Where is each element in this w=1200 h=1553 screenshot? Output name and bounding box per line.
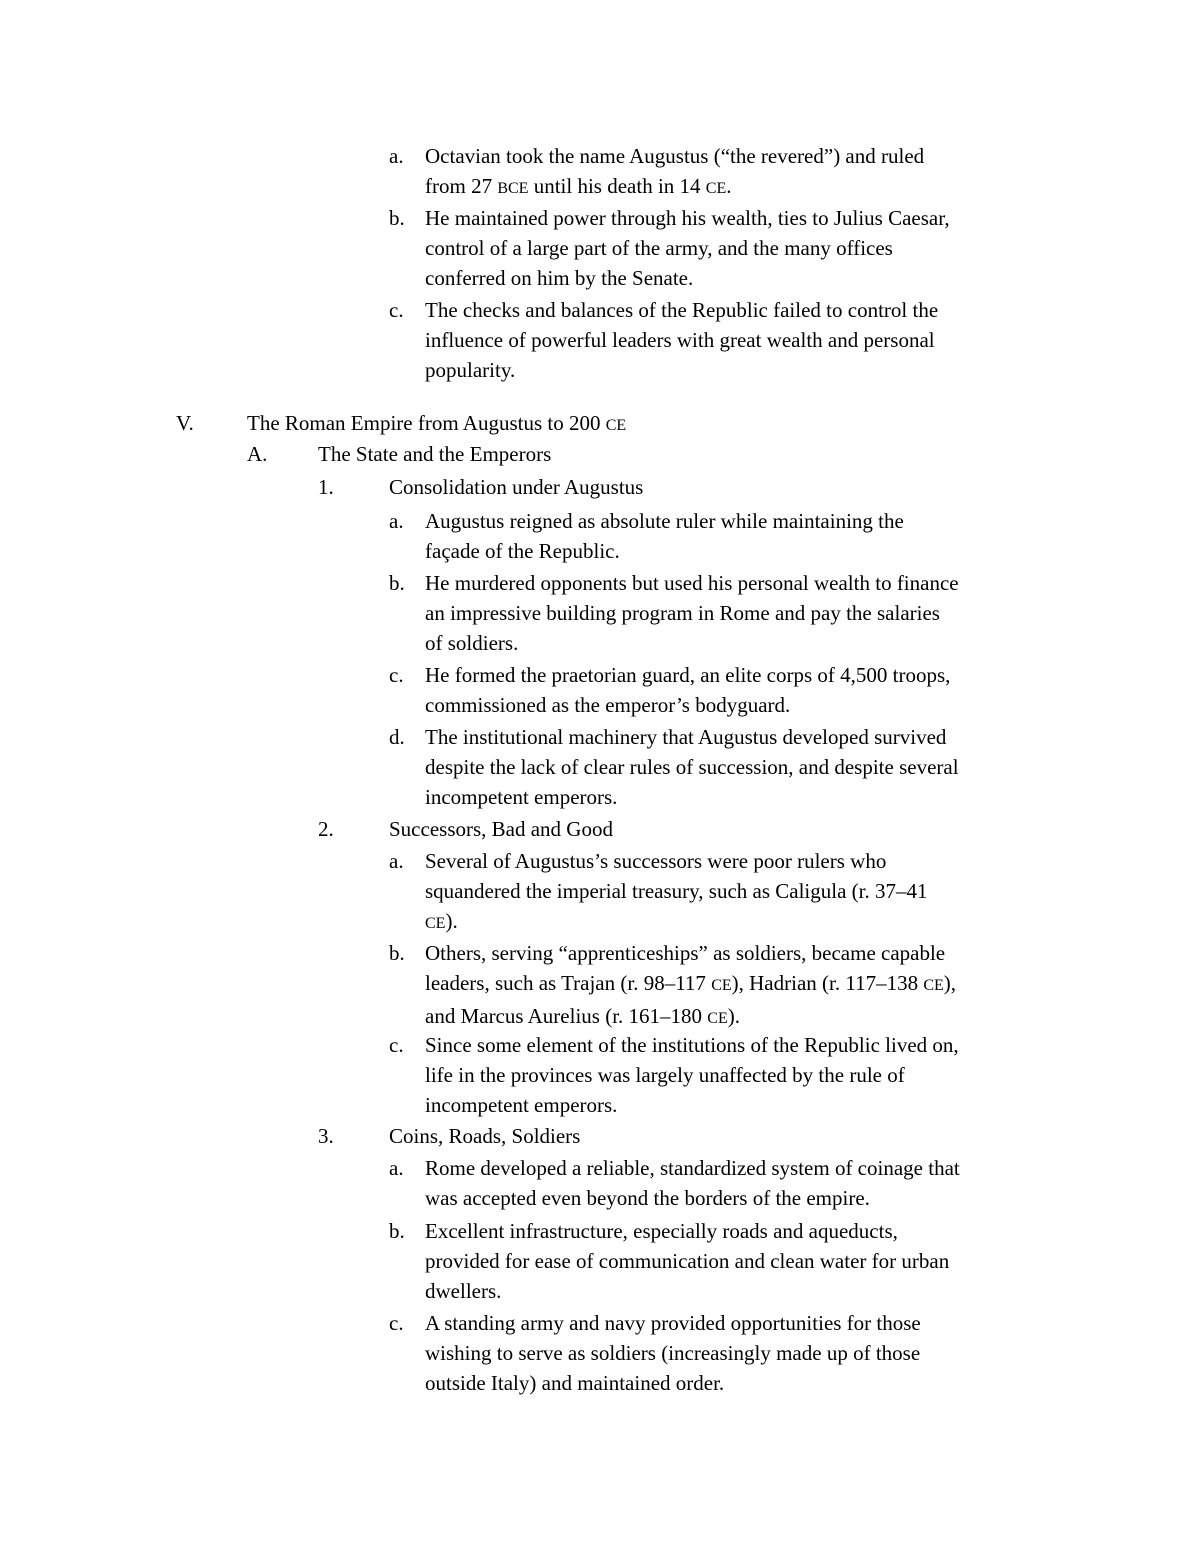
item-label: b. (389, 206, 405, 230)
item-line: Rome developed a reliable, standardized system of coinage that (425, 1156, 960, 1180)
section-title: The Roman Empire from Augustus to 200 CE (247, 411, 627, 435)
item-line: He maintained power through his wealth, ties to Julius Caesar, (425, 206, 950, 230)
item-line: A standing army and navy provided opportunities for those (425, 1311, 921, 1335)
item-line: Others, serving “apprenticeships” as soldiers, became capable (425, 941, 946, 965)
item-line: The checks and balances of the Republic failed to control the (425, 298, 939, 322)
item-line: incompetent emperors. (425, 1093, 618, 1117)
item-line: was accepted even beyond the borders of the empire. (425, 1186, 870, 1210)
outline-item (425, 203, 950, 293)
item-line: squandered the imperial treasury, such as Caligula (r. 37–41 (425, 879, 928, 903)
topic-label: 3. (318, 1124, 334, 1148)
outline-item (425, 722, 959, 812)
outline-item (425, 1153, 960, 1213)
item-line: influence of powerful leaders with great wealth and personal (425, 328, 935, 352)
topic-title: Coins, Roads, Soldiers (389, 1124, 581, 1148)
item-line: Excellent infrastructure, especially roads and aqueducts, (425, 1219, 898, 1243)
item-line: CE). (425, 909, 458, 933)
item-line: Octavian took the name Augustus (“the revered”) and ruled (425, 144, 925, 168)
item-line: conferred on him by the Senate. (425, 266, 694, 290)
item-label: b. (389, 571, 405, 595)
outline-item (425, 1216, 949, 1306)
topic-title: Successors, Bad and Good (389, 817, 613, 841)
item-label: c. (389, 298, 404, 322)
item-label: b. (389, 1219, 405, 1243)
item-label: a. (389, 849, 404, 873)
item-label: a. (389, 1156, 404, 1180)
item-label: a. (389, 509, 404, 533)
item-label: c. (389, 1311, 404, 1335)
outline-item (425, 660, 950, 720)
outline-item (425, 568, 959, 658)
item-line: control of a large part of the army, and the many offices (425, 236, 893, 260)
outline-item (425, 1030, 959, 1120)
item-line: provided for ease of communication and clean water for urban (425, 1249, 950, 1273)
outline-item (425, 846, 928, 939)
item-label: c. (389, 663, 404, 687)
item-line: commissioned as the emperor’s bodyguard. (425, 693, 791, 717)
item-line: Several of Augustus’s successors were poor rulers who (425, 849, 887, 873)
topic-label: 1. (318, 475, 334, 499)
item-line: Since some element of the institutions of the Republic lived on, (425, 1033, 959, 1057)
outline-item (425, 295, 938, 385)
item-label: b. (389, 941, 405, 965)
item-line: Augustus reigned as absolute ruler while maintaining the (425, 509, 904, 533)
item-line: wishing to serve as soldiers (increasingly made up of those (425, 1341, 921, 1365)
subsection-title: The State and the Emperors (318, 442, 552, 466)
outline-item (425, 141, 924, 204)
item-label: c. (389, 1033, 404, 1057)
outline-item (425, 506, 904, 566)
item-line: and Marcus Aurelius (r. 161–180 CE). (425, 1004, 740, 1028)
item-label: d. (389, 725, 405, 749)
outline-item (425, 938, 956, 1034)
item-line: of soldiers. (425, 631, 519, 655)
outline-item (425, 1308, 921, 1398)
item-line: The institutional machinery that Augustus developed survived (425, 725, 947, 749)
item-line: incompetent emperors. (425, 785, 618, 809)
item-line: from 27 BCE until his death in 14 CE. (425, 174, 732, 198)
section-label: V. (176, 411, 194, 435)
subsection-label: A. (247, 442, 268, 466)
item-line: dwellers. (425, 1279, 502, 1303)
item-line: leaders, such as Trajan (r. 98–117 CE), Hadrian (r. 117–138 CE), (425, 971, 957, 995)
item-line: an impressive building program in Rome and pay the salaries (425, 601, 940, 625)
item-line: outside Italy) and maintained order. (425, 1371, 725, 1395)
item-line: He formed the praetorian guard, an elite corps of 4,500 troops, (425, 663, 951, 687)
item-line: life in the provinces was largely unaffected by the rule of (425, 1063, 905, 1087)
item-line: despite the lack of clear rules of succession, and despite several (425, 755, 959, 779)
item-label: a. (389, 144, 404, 168)
topic-title: Consolidation under Augustus (389, 475, 644, 499)
item-line: popularity. (425, 358, 516, 382)
item-line: façade of the Republic. (425, 539, 620, 563)
topic-label: 2. (318, 817, 334, 841)
item-line: He murdered opponents but used his personal wealth to finance (425, 571, 959, 595)
